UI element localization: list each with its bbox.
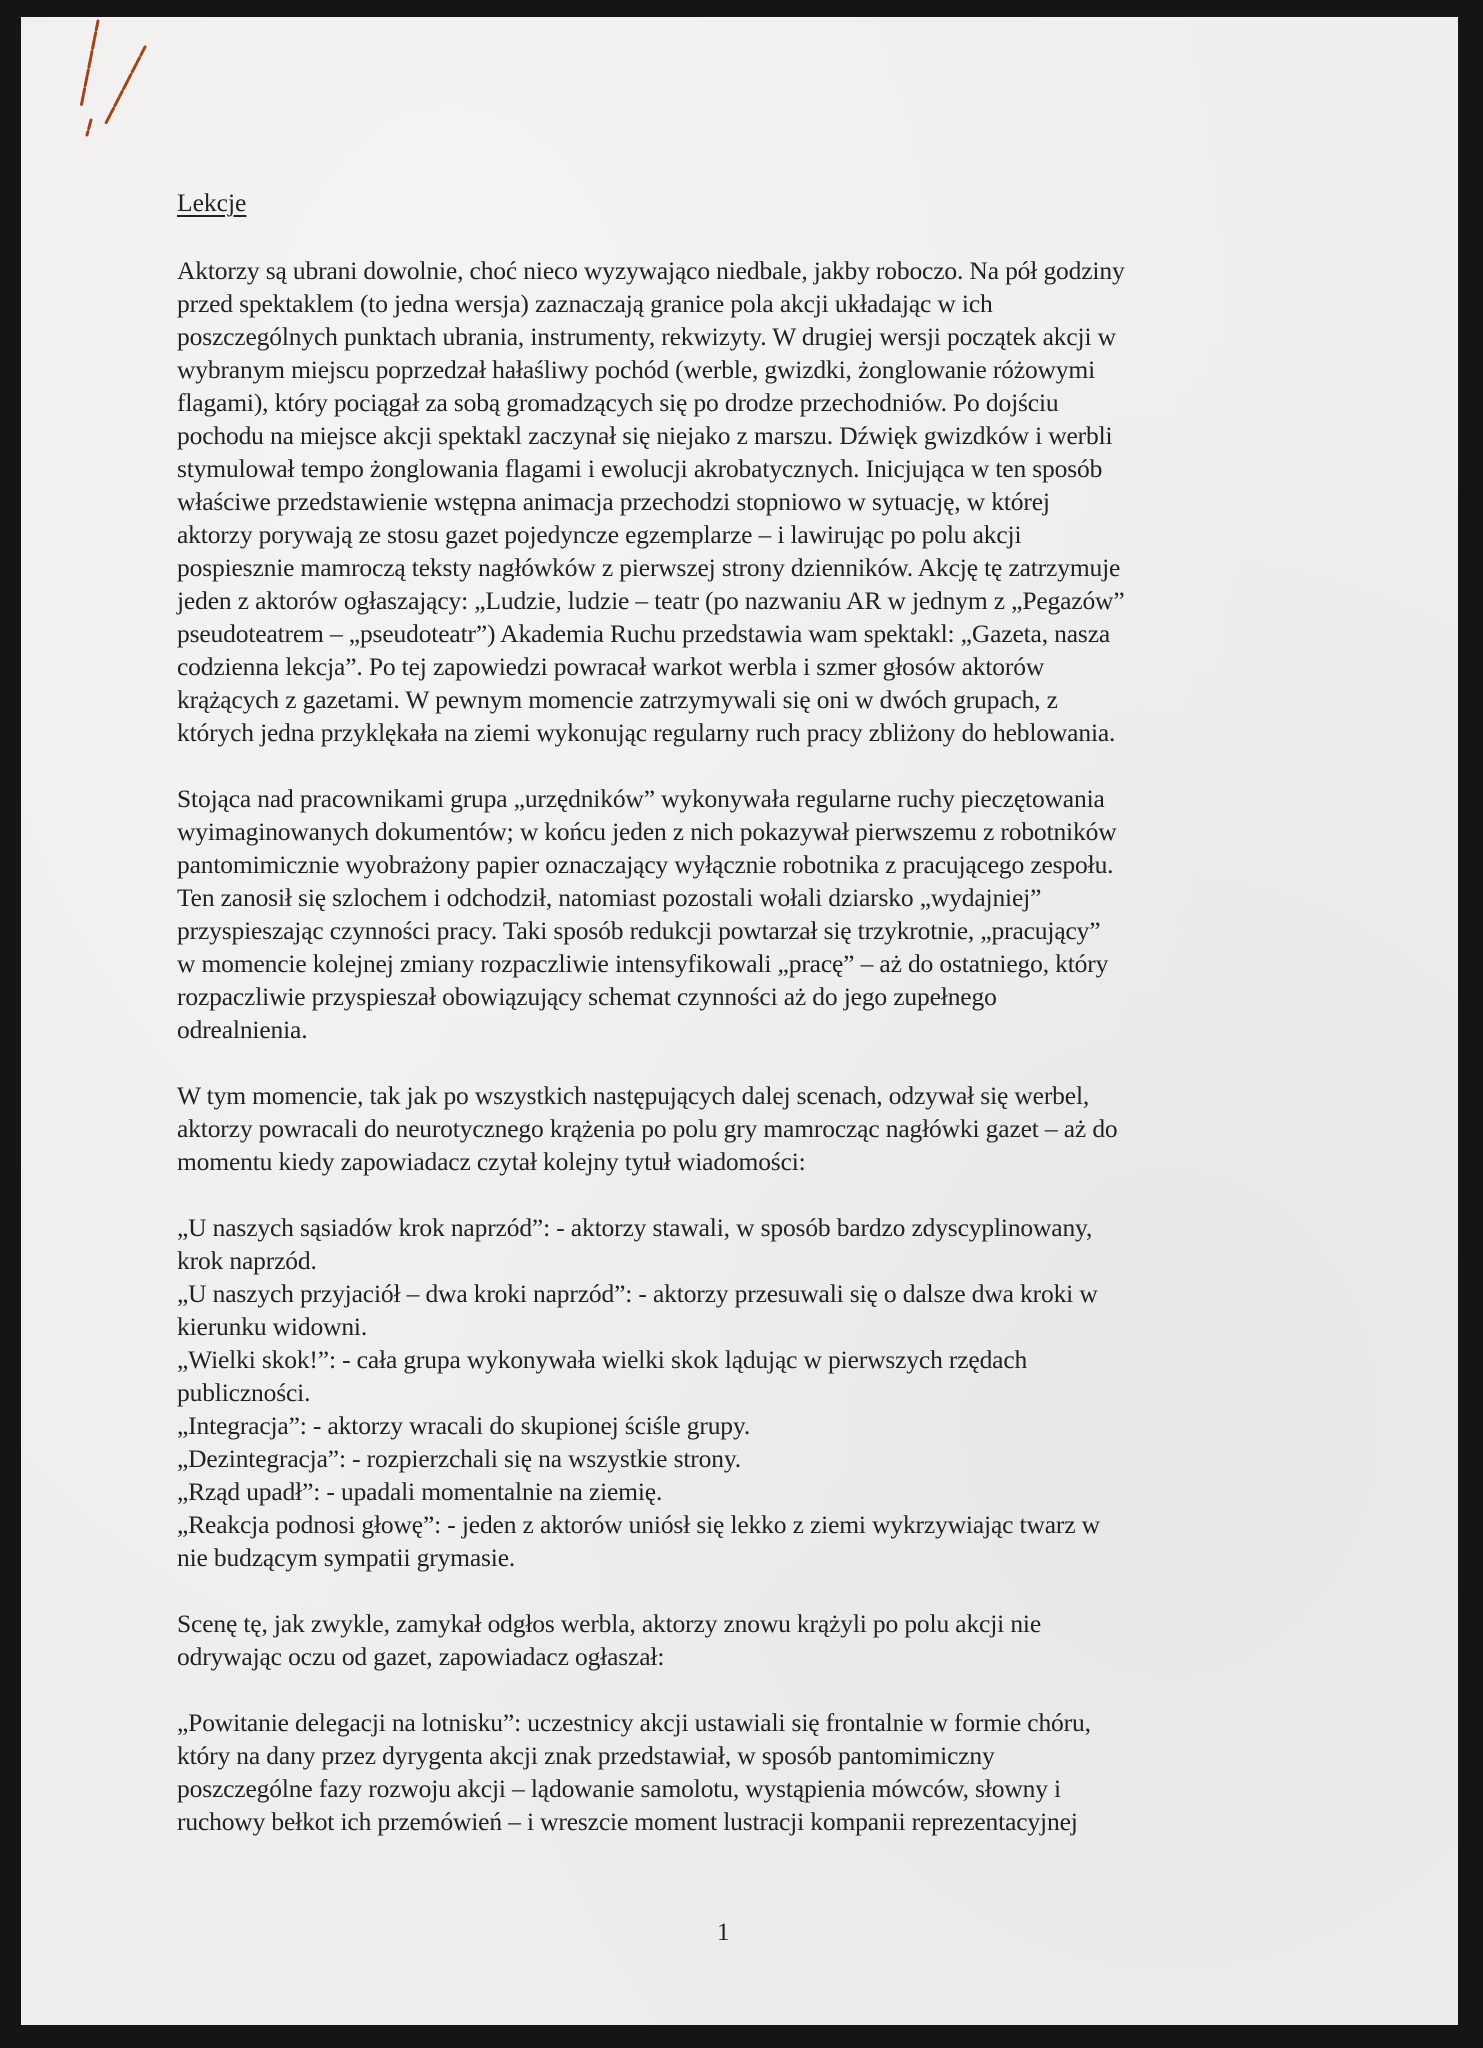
text-line: Ten zanosił się szlochem i odchodził, natomiast pozostali wołali dziarsko „wydajniej” (177, 883, 1042, 912)
paragraph (177, 254, 1357, 749)
text-line: wybranym miejscu poprzedzał hałaśliwy pochód (werble, gwizdki, żonglowanie różowymi (177, 355, 1096, 384)
text-line: flagami), który pociągał za sobą gromadzących się po drodze przechodniów. Po dojściu (177, 388, 1059, 417)
page-number: 1 (717, 1919, 730, 1946)
text-line: „Reakcja podnosi głowę”: - jeden z aktorów uniósł się lekko z ziemi wykrzywiając twarz w (177, 1510, 1100, 1539)
paragraph (177, 782, 1357, 1046)
text-line: przyspieszając czynności pracy. Taki sposób redukcji powtarzał się trzykrotnie, „pracujący” (177, 916, 1101, 945)
text-line: właściwe przedstawienie wstępna animacja przechodzi stopniowo w sytuację, w której (177, 487, 1050, 516)
text-line: których jedna przyklękała na ziemi wykonując regularny ruch pracy zbliżony do heblowania. (177, 718, 1116, 747)
text-line: pantomimicznie wyobrażony papier oznaczający wyłącznie robotnika z pracującego zespołu. (177, 850, 1114, 879)
headline-list (177, 1211, 1357, 1574)
text-line: „Dezintegracja”: - rozpierzchali się na wszystkie strony. (177, 1444, 741, 1473)
text-line: „Wielki skok!”: - cała grupa wykonywała wielki skok lądując w pierwszych rzędach (177, 1345, 1028, 1374)
text-line: w momencie kolejnej zmiany rozpaczliwie intensyfikowali „pracę” – aż do ostatniego, który (177, 949, 1109, 978)
text-line: Stojąca nad pracownikami grupa „urzędników” wykonywała regularne ruchy pieczętowania (177, 784, 1105, 813)
paragraph (177, 1079, 1357, 1178)
text-line: rozpaczliwie przyspieszał obowiązujący schemat czynności aż do jego zupełnego (177, 982, 997, 1011)
text-line: pochodu na miejsce akcji spektakl zaczynał się niejako z marszu. Dźwięk gwizdków i werbli (177, 421, 1113, 450)
text-line: publiczności. (177, 1378, 311, 1407)
text-line: momentu kiedy zapowiadacz czytał kolejny tytuł wiadomości: (177, 1147, 806, 1176)
text-line: aktorzy porywają ze stosu gazet pojedyncze egzemplarze – i lawirując po polu akcji (177, 520, 1022, 549)
paragraph (177, 1706, 1357, 1838)
text-line: aktorzy powracali do neurotycznego krążenia po polu gry mamrocząc nagłówki gazet – aż do (177, 1114, 1118, 1143)
text-line: „U naszych sąsiadów krok naprzód”: - aktorzy stawali, w sposób bardzo zdyscyplinowany, (177, 1213, 1093, 1242)
text-line: Scenę tę, jak zwykle, zamykał odgłos werbla, aktorzy znowu krążyli po polu akcji nie (177, 1609, 1042, 1638)
handwritten-pen-marks-icon (21, 17, 221, 177)
text-line: pospiesznie mamroczą teksty nagłówków z pierwszej strony dzienników. Akcję tę zatrzymuje (177, 553, 1121, 582)
text-line: Aktorzy są ubrani dowolnie, choć nieco wyzywająco niedbale, jakby roboczo. Na pół godziny (177, 256, 1125, 285)
document-title: Lekcje (177, 188, 247, 217)
text-line: nie budzącym sympatii grymasie. (177, 1543, 516, 1572)
text-line: poszczególne fazy rozwoju akcji – lądowanie samolotu, wystąpienia mówców, słowny i (177, 1774, 1061, 1803)
text-line: poszczególnych punktach ubrania, instrumenty, rekwizyty. W drugiej wersji początek akcji w (177, 322, 1116, 351)
text-line: „U naszych przyjaciół – dwa kroki naprzód”: - aktorzy przesuwali się o dalsze dwa kroki w (177, 1279, 1098, 1308)
text-line: codzienna lekcja”. Po tej zapowiedzi powracał warkot werbla i szmer głosów aktorów (177, 652, 1045, 681)
text-line: „Integracja”: - aktorzy wracali do skupionej ściśle grupy. (177, 1411, 751, 1440)
document-body (177, 254, 1357, 1871)
text-line: W tym momencie, tak jak po wszystkich następujących dalej scenach, odzywał się werbel, (177, 1081, 1090, 1110)
text-line: „Powitanie delegacji na lotnisku”: uczestnicy akcji ustawiali się frontalnie w formie chóru, (177, 1708, 1091, 1737)
paragraph (177, 1607, 1357, 1673)
text-line: pseudoteatrem – „pseudoteatr”) Akademia Ruchu przedstawia wam spektakl: „Gazeta, nasza (177, 619, 1111, 648)
text-line: jeden z aktorów ogłaszający: „Ludzie, ludzie – teatr (po nazwaniu AR w jednym z „Pegazów” (177, 586, 1125, 615)
text-line: odrywając oczu od gazet, zapowiadacz ogłaszał: (177, 1642, 665, 1671)
text-line: „Rząd upadł”: - upadali momentalnie na ziemię. (177, 1477, 663, 1506)
text-line: który na dany przez dyrygenta akcji znak przedstawiał, w sposób pantomimiczny (177, 1741, 995, 1770)
text-line: odrealnienia. (177, 1015, 308, 1044)
paper-page (21, 17, 1458, 2025)
text-line: krok naprzód. (177, 1246, 317, 1275)
text-line: kierunku widowni. (177, 1312, 368, 1341)
text-line: krążących z gazetami. W pewnym momencie zatrzymywali się oni w dwóch grupach, z (177, 685, 1058, 714)
text-line: ruchowy bełkot ich przemówień – i wreszcie moment lustracji kompanii reprezentacyjnej (177, 1807, 1078, 1836)
text-line: stymulował tempo żonglowania flagami i ewolucji akrobatycznych. Inicjująca w ten sposób (177, 454, 1103, 483)
text-line: przed spektaklem (to jedna wersja) zaznaczają granice pola akcji układając w ich (177, 289, 993, 318)
text-line: wyimaginowanych dokumentów; w końcu jeden z nich pokazywał pierwszemu z robotników (177, 817, 1117, 846)
